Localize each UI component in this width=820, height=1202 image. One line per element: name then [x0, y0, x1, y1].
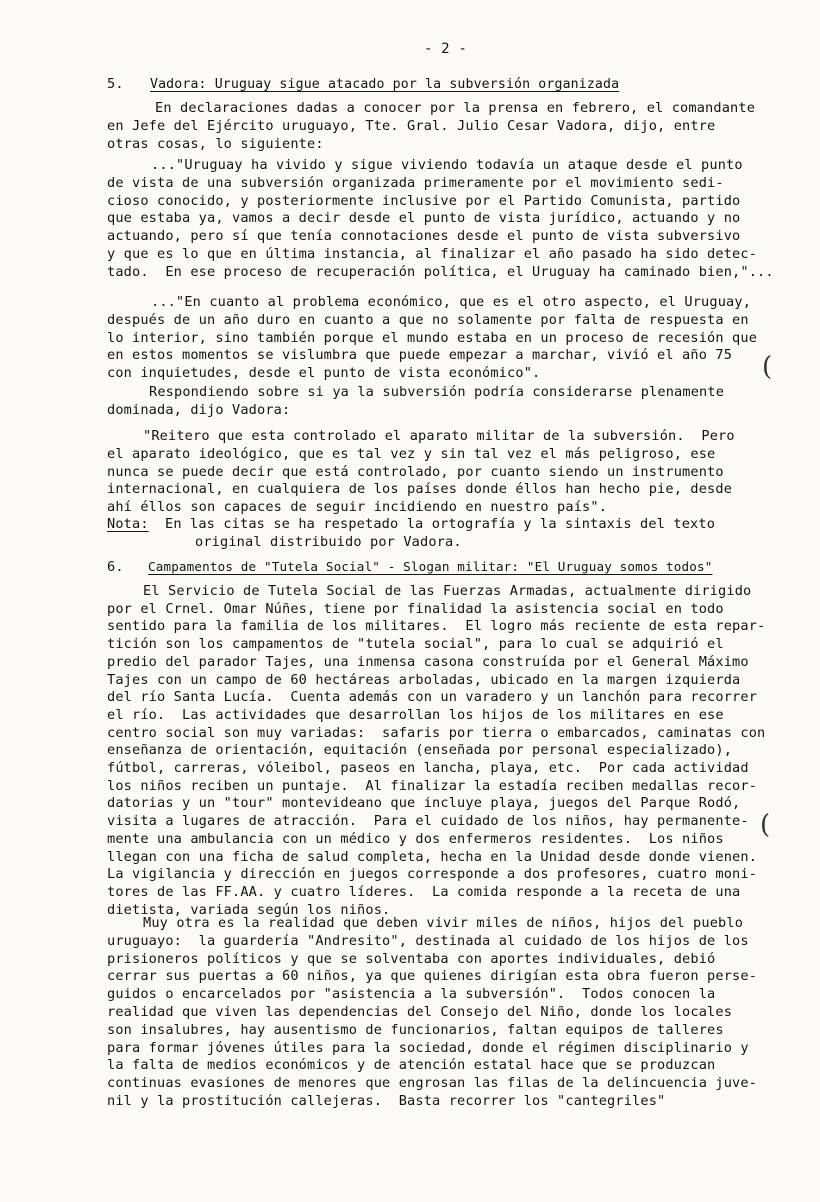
- text-line: y que es lo que en última instancia, al finalizar el año pasado ha sido detec-: [107, 246, 758, 262]
- text-line: uruguayo: la guardería "Andresito", destinada al cuidado de los hijos de los: [107, 932, 749, 949]
- text-line: realidad que viven las dependencias del Consejo del Niño, donde los locales: [107, 1004, 733, 1020]
- text-line: tado. En ese proceso de recuperación política, el Uruguay ha caminado bien,"...: [107, 263, 774, 280]
- text-line: En declaraciones dadas a conocer por la prensa en febrero, el comandante: [155, 100, 756, 116]
- text-line: cerrar sus puertas a 60 niños, ya que quienes dirigían esta obra fueron perse-: [107, 968, 758, 985]
- text-line: nunca se puede decir que está controlado, por cuanto siendo un instrumento: [107, 463, 724, 480]
- text-line: el río. Las actividades que desarrollan los hijos de los militares en ese: [107, 706, 724, 723]
- text-line: el aparato ideológico, que es tal vez y sin tal vez el más peligroso, ese: [107, 445, 716, 462]
- text-line: con inquietudes, desde el punto de vista económico".: [107, 365, 541, 382]
- text-line: Muy otra es la realidad que deben vivir miles de niños, hijos del pueblo: [143, 915, 744, 931]
- text-line: llegan con una ficha de salud completa, hecha en la Unidad desde donde vienen.: [107, 848, 758, 865]
- text-line: mente una ambulancia con un médico y dos enfermeros residentes. Los niños: [107, 830, 724, 847]
- text-line: predio del parador Tajes, una inmensa casona construída por el General Máximo: [107, 653, 749, 670]
- text-line: tores de las FF.AA. y cuatro líderes. La comida responde a la receta de una: [107, 883, 741, 900]
- text-line: son insalubres, hay ausentismo de funcionarios, faltan equipos de talleres: [107, 1021, 724, 1038]
- text-line: dietista, variada según los niños.: [107, 901, 391, 918]
- text-line: sentido para la familia de los militares. El logro más reciente de esta repar-: [107, 618, 766, 635]
- text-line: dominada, dijo Vadora:: [107, 402, 291, 418]
- text-line: cioso conocido, y posteriormente inclusive por el Partido Comunista, partido: [107, 192, 741, 209]
- text-line: de vista de una subversión organizada primeramente por el movimiento sedi-: [107, 174, 724, 191]
- text-line: En las citas se ha respetado la ortografía y la sintaxis del texto: [165, 516, 716, 532]
- text-line: nil y la prostitución callejeras. Basta recorrer los "cantegriles": [107, 1093, 666, 1109]
- text-line: para formar jóvenes útiles para la sociedad, donde el régimen disciplinario y: [107, 1039, 749, 1056]
- text-line: otras cosas, lo siguiente:: [107, 136, 324, 152]
- text-line: enseñanza de orientación, equitación (enseñada por personal especializado),: [107, 742, 733, 759]
- text-line: del río Santa Lucía. Cuenta además con un varadero y un lanchón para recorrer: [107, 689, 758, 706]
- text-line: actuando, pero sí que tenía connotaciones desde el punto de vista subversivo: [107, 228, 741, 245]
- text-line: la falta de medios económicos y de atención estatal hace que se produzcan: [107, 1057, 716, 1074]
- text-line: prisioneros políticos y que se solventaba con aportes individuales, debió: [107, 950, 716, 967]
- text-line: ..."Uruguay ha vivido y sigue viviendo todavía un ataque desde el punto: [151, 157, 743, 173]
- section-5-number: 5.: [107, 76, 124, 92]
- text-line: lo interior, sino también porque el mundo estaba en un proceso de recesión que: [107, 329, 758, 346]
- text-line: La vigilancia y dirección en juegos corresponde a dos profesores, cuatro moni-: [107, 866, 758, 883]
- text-line: continuas evasiones de menores que engrosan las filas de la delincuencia juve-: [107, 1075, 758, 1092]
- text-line: guidos o encarcelados por "asistencia a la subversión". Todos conocen la: [107, 986, 716, 1003]
- text-line: que estaba ya, vamos a decir desde el punto de vista jurídico, actuando y no: [107, 210, 741, 227]
- section-6-number: 6.: [107, 559, 124, 575]
- text-line: en Jefe del Ejército uruguayo, Tte. Gral. Julio Cesar Vadora, dijo, entre: [107, 118, 716, 134]
- text-line: centro social son muy variadas: safaris por tierra o embarcados, caminatas con: [107, 724, 766, 741]
- text-line: visita a lugares de atracción. Para el cuidado de los niños, hay permanente-: [107, 813, 749, 830]
- text-line: datorias y un "tour" montevideano que incluye playa, juegos del Parque Rodó,: [107, 795, 741, 812]
- text-line: después de un año duro en cuanto a que no solamente por falta de respuesta en: [107, 311, 749, 328]
- text-line: tición son los campamentos de "tutela social", para lo cual se adquirió el: [107, 636, 724, 653]
- section-5-title: Vadora: Uruguay sigue atacado por la subversión organizada: [150, 77, 620, 92]
- text-line: Respondiendo sobre si ya la subversión podría considerarse plenamente: [149, 384, 725, 400]
- text-line: Tajes con un campo de 60 hectáreas arboladas, ubicado en la margen izquierda: [107, 671, 741, 688]
- margin-bracket-mark: (: [760, 810, 771, 840]
- text-line: "Reitero que esta controlado el aparato militar de la subversión. Pero: [143, 428, 735, 444]
- note-label: Nota:: [107, 516, 149, 532]
- text-line: original distribuido por Vadora.: [195, 534, 462, 550]
- margin-bracket-mark: (: [762, 352, 773, 382]
- text-line: en estos momentos se vislumbra que puede empezar a marchar, vivió el año 75: [107, 347, 733, 364]
- text-line: los niños reciben un puntaje. Al finalizar la estadía reciben medallas recor-: [107, 777, 758, 794]
- text-line: ..."En cuanto al problema económico, que es el otro aspecto, el Uruguay,: [151, 294, 752, 310]
- text-line: internacional, en cualquiera de los países donde éllos han hecho pie, desde: [107, 481, 733, 498]
- section-6-title: Campamentos de "Tutela Social" - Slogan militar: "El Uruguay somos todos": [148, 559, 713, 574]
- text-line: ahí éllos son capaces de seguir incidiendo en nuestro país".: [107, 499, 608, 516]
- text-line: por el Crnel. Omar Núñes, tiene por finalidad la asistencia social en todo: [107, 600, 724, 617]
- page-number: - 2 -: [424, 41, 467, 57]
- text-line: El Servicio de Tutela Social de las Fuerzas Armadas, actualmente dirigido: [143, 583, 752, 599]
- text-line: fútbol, carreras, vóleibol, paseos en lancha, playa, etc. Por cada actividad: [107, 760, 749, 776]
